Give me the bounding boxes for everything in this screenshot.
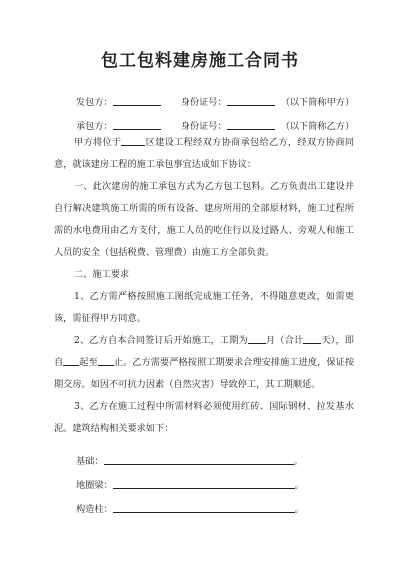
intro-text-3: 该建房工程的施工承包事宜达成如下协议：	[81, 159, 257, 170]
intro-paragraph	[54, 132, 354, 176]
ground-beam-blank	[113, 478, 295, 489]
foundation-label: 基础：	[76, 456, 104, 467]
foundation-blank	[104, 454, 294, 465]
foundation-period: 。	[293, 456, 303, 467]
party-b-row	[76, 119, 354, 133]
req2-text-b: 月（合计	[265, 335, 304, 346]
column-label: 构造柱：	[76, 504, 113, 515]
document-title: 包工包料建房施工合同书	[101, 51, 299, 71]
column-row	[76, 502, 304, 516]
party-a-id-label: 身份证号：	[180, 97, 227, 108]
requirement-3: 3、乙方在施工过程中所需材料必须使用红砖、国际钢材、拉发基水泥。建筑结构相关要求如下：	[54, 401, 354, 434]
foundation-row	[76, 454, 303, 468]
req2-text-c: 天），即自	[54, 335, 354, 368]
party-b-abbr: （以下简称乙方）	[280, 121, 355, 132]
party-b-label: 承包方：	[76, 121, 113, 132]
req2-text-d: 起至	[79, 357, 98, 368]
intro-text-1: 甲方将位于	[74, 137, 122, 148]
intro-text-2: 区建设工程经双方协商承包给乙方，经双方协商同意，就	[54, 137, 355, 170]
req2-text-e: 止。乙方需要严格按照工期要求合理安排施工进度，保证按期交房。如因不可抗力因素（自然灾害）导致停工，其工期顺延。	[54, 357, 355, 390]
column-period: 。	[294, 504, 304, 515]
ground-beam-period: 。	[294, 480, 304, 491]
duration-months-blank	[248, 333, 266, 344]
section-2-heading: 二、施工要求	[74, 269, 130, 280]
requirement-2	[54, 330, 354, 396]
party-b-id-blank	[227, 119, 275, 130]
party-a-id-blank	[227, 95, 275, 106]
party-a-row	[76, 95, 354, 109]
location-blank	[121, 135, 145, 146]
requirement-1: 1、乙方需严格按照施工图纸完成施工任务，不得随意更改，如需更该，需征得甲方同意。	[54, 291, 354, 324]
req2-text-a: 2、乙方自本合同签订后开始施工，工期为	[74, 335, 248, 346]
start-date-blank	[63, 355, 79, 366]
column-blank	[113, 502, 295, 513]
ground-beam-row	[76, 478, 304, 492]
party-b-blank	[113, 119, 161, 130]
party-a-blank	[113, 95, 161, 106]
duration-days-blank	[303, 333, 321, 344]
party-b-id-label: 身份证号：	[180, 121, 227, 132]
section-1-paragraph: 一、此次建房的施工承包方式为乙方包工包料。乙方负责出工建设并自行解决建筑施工所需的所有设备、建房所用的全部原材料，施工过程所需的水电费用由乙方支付，施工人员的吃住行以及过路人、旁观人和施工人员的安全（包括税费、管理费）由施工方全部负责。	[54, 181, 354, 258]
party-a-label: 发包方：	[76, 97, 113, 108]
party-a-abbr: （以下简称甲方）	[280, 97, 355, 108]
ground-beam-label: 地圈梁：	[76, 480, 113, 491]
end-date-blank	[98, 355, 114, 366]
